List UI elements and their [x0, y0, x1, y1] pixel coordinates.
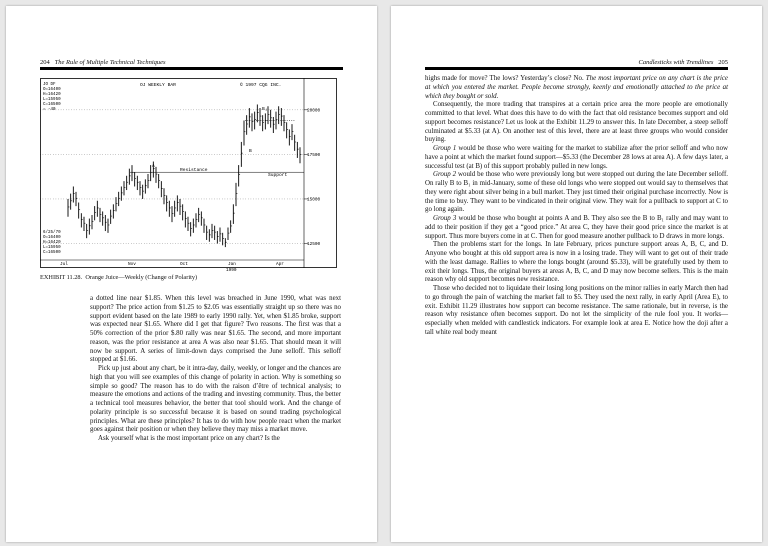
- page-number: 204: [40, 59, 50, 66]
- point-b-label: B: [249, 149, 252, 154]
- legend-line: L=15950: [43, 246, 61, 250]
- running-title: The Rule of Multiple Technical Techniques: [54, 59, 166, 66]
- running-header: [639, 59, 729, 66]
- left-body-text: [90, 295, 341, 444]
- paragraph: [425, 145, 728, 171]
- legend-line: C=16500: [43, 251, 61, 255]
- text-run: highs made for move? The lows? Yesterday’s close? No.: [425, 75, 586, 82]
- legend-line: L=15950: [43, 98, 61, 102]
- legend-line: O=16400: [43, 88, 61, 92]
- support-label: Support: [268, 173, 288, 178]
- legend-line: = -40: [43, 108, 56, 112]
- italic-text: The most important price on any chart is the price at which you entered the market. People become strongly, keenly and emotionally attached to the price at which they bought or sold.: [425, 75, 728, 100]
- year-label: 1990: [226, 268, 237, 273]
- price-label: 12500: [307, 242, 321, 248]
- caption-text: Orange Juice—Weekly (Change of Polarity): [85, 274, 198, 281]
- date-label: Jan: [228, 262, 236, 267]
- bottom-legend: [43, 230, 61, 255]
- legend-line: O=16400: [43, 236, 61, 240]
- paragraph: Consequently, the more trading that transpires at a certain price area the more people are emotionally committed to that level. What does this have to do with the fact that old resistance becomes support and old support becomes resistance? Let us look at the Exhibit 11.29 to answer this. In late December, a steep selloff culminated at $5.33 (at A). On another test of this level, there are at least three groups who would consider buying.: [425, 101, 728, 144]
- text-run: would be those who bought at points A and B. They also see the B to B₁ rally and may want to add to their position if they get a “good price.” At area C, they have their good price since the market is at support. Thus more buyers come in at C. Then for good measure another pullback to D draws in more longs.: [425, 215, 729, 240]
- paragraph: Then the problems start for the longs. In late February, prices puncture support areas A, B, C, and D. Anyone who bought at this old support area is now in a losing trade. They will want to get out of their trade with the least damage. Rallies to where the longs bought (around $5.33), will be gratefully used by them to exit their longs. Thus, the original buyers at areas A, B, C, and D may now become sellers. This is the main reason why old support becomes new resistance.: [425, 241, 728, 284]
- legend-line: H=16420: [43, 241, 61, 245]
- paragraph: Pick up just about any chart, be it intra-day, daily, weekly, or longer and the chances are high that you will see examples of this change of polarity in action. Why is something so simple so good? The reason has to do with the raison d’être of technical analysis; to measure the emotions and actions of the trading and investing community. Thus, the better a technical tool measures behavior, the better that tool should work. And the change of polarity principle is so successful because it is based on sound trading psychological principles. What are these principles? It has to do with how people react when the market goes against their position or when they believe they may miss a market move.: [90, 365, 341, 434]
- chart-title: OJ WEEKLY BAR: [140, 83, 176, 88]
- legend-line: H=16420: [43, 93, 61, 97]
- group-label: Group 2: [433, 171, 457, 179]
- chart-copyright: © 1997 CQG INC.: [240, 83, 282, 88]
- point-b1-label: B₁: [262, 107, 268, 112]
- paragraph: Ask yourself what is the most important price on any chart? Is the: [98, 435, 280, 442]
- group-label: Group 1: [433, 145, 457, 152]
- resistance-label: Resistance: [180, 168, 208, 173]
- price-label: 17500: [307, 152, 321, 158]
- date-label: Oct: [180, 262, 188, 267]
- price-label: 20000: [307, 108, 321, 114]
- paragraph: [425, 75, 728, 101]
- date-label: Apr: [276, 262, 284, 267]
- date-label: Nov: [128, 262, 136, 267]
- legend-line: C=16500: [43, 103, 61, 107]
- chart-frame: [41, 79, 337, 268]
- caption-label: EXHIBIT 11.28.: [40, 274, 83, 281]
- page-number: 205: [718, 59, 728, 66]
- legend-line: JO DF: [43, 83, 56, 87]
- group-label: Group 3: [433, 215, 457, 222]
- right-body-text: [425, 75, 728, 338]
- price-label: 15000: [307, 197, 321, 203]
- right-page: [391, 6, 762, 542]
- price-chart: [40, 78, 337, 273]
- running-title: Candlesticks with Trendlines: [638, 59, 714, 66]
- point-a-label: A: [152, 164, 155, 169]
- paragraph: [425, 171, 728, 215]
- paragraph: Those who decided not to liquidate their losing long positions on the minor rallies in early March then had to go through the pain of watching the market fall to $5. They used the next rally, in early April (Area E), to exit. Exhibit 11.29 illustrates how support can become resistance. The same rationale, but in reverse, is the reason why resistance often becomes support. Do not let the simplicity of the rule fool you. It works—especially when melded with candlestick indicators. For example look at area E. Notice how the doji after a tall white real body meant: [425, 285, 728, 336]
- paragraph: [425, 215, 728, 241]
- header-rule: [40, 67, 343, 70]
- text-run: would be those who were previously long but were stopped out during the late December selloff. On rally B to B₁ in mid-January, some of these old longs who were stopped out would say to themselves that they were right about silver being in a bull market. They just timed their original purchase incorrectly. Now is the time to buy. They want to be vindicated in their original view. They wait for a pullback to support at C to go long again.: [425, 171, 729, 214]
- legend-line: 6/25/70: [43, 231, 61, 235]
- text-run: would be those who were waiting for the market to stabilize after the prior selloff and who now have a point at which the market found support—$5.33 (the December 28 lows at area A). A few days later, a successful test (at B) of this support probably pulled in new longs.: [425, 145, 728, 170]
- exhibit-caption: [40, 274, 197, 281]
- header-rule: [425, 67, 728, 70]
- left-page: [6, 6, 377, 542]
- paragraph: a dotted line near $1.85. When this level was breached in June 1990, what was next support? The price action from $1.25 to $2.05 was essentially straight up so there was no support evident based on the late 1989 to early 1990 rally. Yet, when $1.85 broke, support was expected near $1.65. Where did I get that figure? Two reasons. The first was that a 50% correction of the prior $.80 rally was near $1.65. The second, and more important reason, was the prior resistance at area A was also near $1.65. That should mean it will now be support. A series of limit-down days comprised the June selloff. This selloff stopped at $1.66.: [90, 295, 341, 364]
- date-label: Jul: [60, 262, 68, 267]
- running-header: [40, 59, 166, 66]
